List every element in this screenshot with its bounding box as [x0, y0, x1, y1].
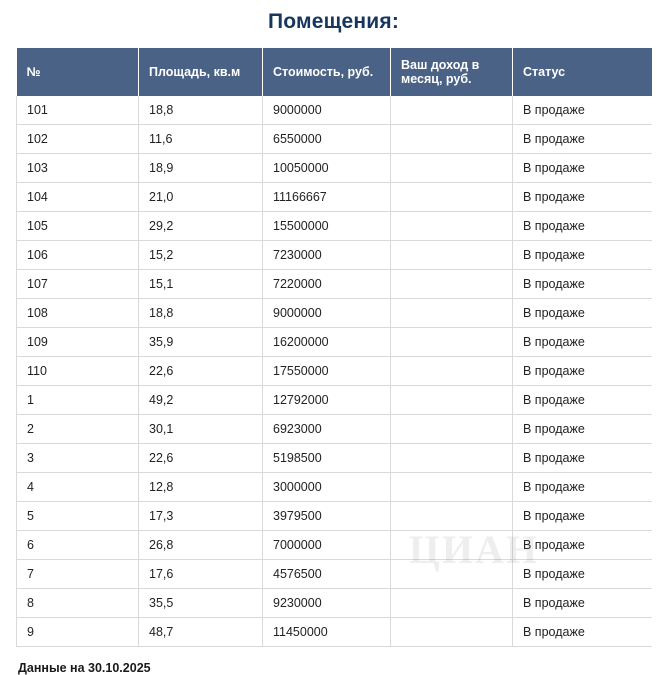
table-row [17, 386, 652, 415]
cell-status: В продаже [513, 473, 652, 502]
cell-income [391, 589, 513, 618]
cell-income [391, 270, 513, 299]
cell-status: В продаже [513, 415, 652, 444]
cell-status: В продаже [513, 299, 652, 328]
cell-status: В продаже [513, 212, 652, 241]
cell-number: 1 [17, 386, 139, 415]
cell-income [391, 183, 513, 212]
table-row [17, 241, 652, 270]
cell-status: В продаже [513, 183, 652, 212]
table-row [17, 270, 652, 299]
cell-number: 105 [17, 212, 139, 241]
cell-price: 12792000 [263, 386, 391, 415]
cell-price: 9000000 [263, 96, 391, 125]
table-header-row [17, 48, 652, 96]
cell-area: 17,3 [139, 502, 263, 531]
cell-number: 8 [17, 589, 139, 618]
cell-status: В продаже [513, 328, 652, 357]
cell-price: 4576500 [263, 560, 391, 589]
cell-income [391, 560, 513, 589]
cell-number: 6 [17, 531, 139, 560]
cell-area: 29,2 [139, 212, 263, 241]
cell-income [391, 473, 513, 502]
cell-area: 18,9 [139, 154, 263, 183]
cell-price: 7220000 [263, 270, 391, 299]
cell-area: 22,6 [139, 444, 263, 473]
cell-price: 7000000 [263, 531, 391, 560]
table-row [17, 473, 652, 502]
cell-status: В продаже [513, 502, 652, 531]
cell-status: В продаже [513, 241, 652, 270]
cell-area: 15,1 [139, 270, 263, 299]
cell-number: 101 [17, 96, 139, 125]
cell-price: 3000000 [263, 473, 391, 502]
cell-price: 16200000 [263, 328, 391, 357]
table-row [17, 415, 652, 444]
cell-number: 103 [17, 154, 139, 183]
cell-number: 108 [17, 299, 139, 328]
cell-price: 9000000 [263, 299, 391, 328]
table-row [17, 328, 652, 357]
cell-area: 21,0 [139, 183, 263, 212]
cell-area: 22,6 [139, 357, 263, 386]
table-row [17, 299, 652, 328]
cell-income [391, 386, 513, 415]
cell-income [391, 618, 513, 647]
cell-status: В продаже [513, 386, 652, 415]
cell-area: 18,8 [139, 96, 263, 125]
rooms-table-container [16, 48, 651, 647]
table-row [17, 125, 652, 154]
cell-number: 9 [17, 618, 139, 647]
table-header [17, 48, 652, 96]
column-header-price: Стоимость, руб. [263, 48, 391, 96]
cell-number: 109 [17, 328, 139, 357]
cell-number: 110 [17, 357, 139, 386]
cell-income [391, 96, 513, 125]
data-date-note: Данные на 30.10.2025 [18, 661, 151, 675]
cell-income [391, 125, 513, 154]
table-row [17, 531, 652, 560]
cell-price: 3979500 [263, 502, 391, 531]
table-row [17, 183, 652, 212]
cell-price: 11166667 [263, 183, 391, 212]
table-row [17, 502, 652, 531]
cell-price: 11450000 [263, 618, 391, 647]
cell-price: 6923000 [263, 415, 391, 444]
cell-area: 30,1 [139, 415, 263, 444]
cell-number: 7 [17, 560, 139, 589]
cell-area: 12,8 [139, 473, 263, 502]
cell-status: В продаже [513, 270, 652, 299]
cell-income [391, 299, 513, 328]
cell-price: 15500000 [263, 212, 391, 241]
cell-number: 106 [17, 241, 139, 270]
cell-income [391, 328, 513, 357]
cell-income [391, 444, 513, 473]
cell-income [391, 357, 513, 386]
column-header-area: Площадь, кв.м [139, 48, 263, 96]
cell-income [391, 241, 513, 270]
table-row [17, 357, 652, 386]
cell-number: 107 [17, 270, 139, 299]
watermark: ЦИАН [408, 527, 539, 572]
cell-income [391, 531, 513, 560]
cell-number: 2 [17, 415, 139, 444]
cell-area: 18,8 [139, 299, 263, 328]
rooms-table [16, 48, 652, 647]
cell-income [391, 502, 513, 531]
cell-area: 17,6 [139, 560, 263, 589]
column-header-income: Ваш доход в месяц, руб. [391, 48, 513, 96]
cell-income [391, 212, 513, 241]
cell-number: 5 [17, 502, 139, 531]
cell-income [391, 154, 513, 183]
table-row [17, 444, 652, 473]
table-row [17, 212, 652, 241]
cell-number: 4 [17, 473, 139, 502]
cell-price: 17550000 [263, 357, 391, 386]
cell-number: 102 [17, 125, 139, 154]
cell-status: В продаже [513, 444, 652, 473]
cell-status: В продаже [513, 560, 652, 589]
cell-income [391, 415, 513, 444]
cell-area: 35,5 [139, 589, 263, 618]
table-row [17, 96, 652, 125]
cell-status: В продаже [513, 125, 652, 154]
cell-area: 49,2 [139, 386, 263, 415]
cell-price: 10050000 [263, 154, 391, 183]
table-row [17, 154, 652, 183]
cell-number: 104 [17, 183, 139, 212]
cell-status: В продаже [513, 96, 652, 125]
cell-number: 3 [17, 444, 139, 473]
cell-area: 35,9 [139, 328, 263, 357]
cell-price: 5198500 [263, 444, 391, 473]
cell-status: В продаже [513, 154, 652, 183]
cell-status: В продаже [513, 589, 652, 618]
cell-status: В продаже [513, 618, 652, 647]
cell-price: 7230000 [263, 241, 391, 270]
cell-area: 26,8 [139, 531, 263, 560]
table-body [17, 96, 652, 647]
table-row [17, 589, 652, 618]
table-row [17, 618, 652, 647]
cell-area: 11,6 [139, 125, 263, 154]
column-header-status: Статус [513, 48, 652, 96]
cell-status: В продаже [513, 357, 652, 386]
table-row [17, 560, 652, 589]
column-header-number: № [17, 48, 139, 96]
cell-area: 48,7 [139, 618, 263, 647]
cell-status: В продаже [513, 531, 652, 560]
page-title: Помещения: [267, 10, 400, 33]
cell-price: 9230000 [263, 589, 391, 618]
cell-area: 15,2 [139, 241, 263, 270]
cell-price: 6550000 [263, 125, 391, 154]
